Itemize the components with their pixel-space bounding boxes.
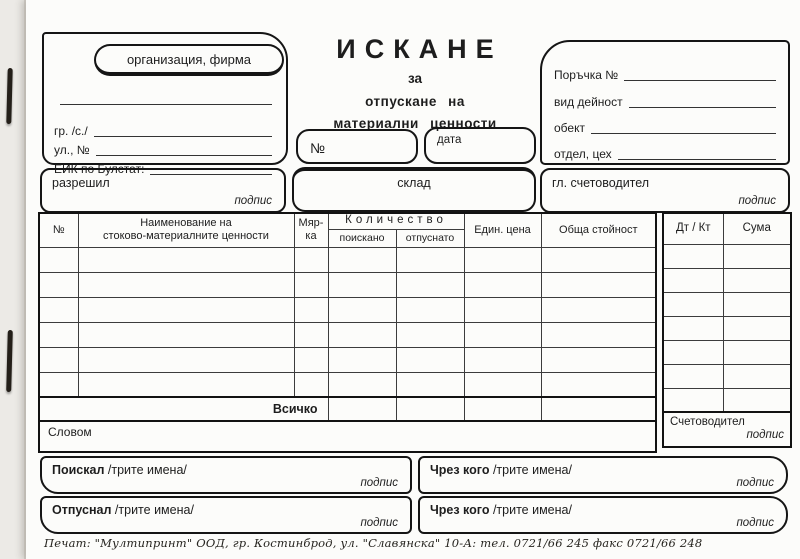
activity-label: вид дейност xyxy=(554,95,623,109)
street-label: ул., № xyxy=(54,143,90,157)
warehouse-box xyxy=(292,167,536,212)
site-field xyxy=(554,115,776,134)
released-by-label: Отпуснал xyxy=(52,503,112,517)
organization-name-line xyxy=(60,104,272,105)
date-box xyxy=(424,127,536,164)
order-number-label: Поръчка № xyxy=(554,68,619,82)
in-words-row xyxy=(39,421,656,452)
accountant-label: Счетоводител xyxy=(670,416,745,428)
accounts-row xyxy=(663,244,791,268)
order-number-field xyxy=(554,62,776,81)
through-whom-box-1 xyxy=(418,456,788,494)
released-by-box xyxy=(40,496,412,534)
accounts-row xyxy=(663,292,791,316)
title-sub-1: за xyxy=(407,71,423,86)
table-row xyxy=(39,372,656,397)
approved-by-signature-label: подпис xyxy=(234,195,272,207)
col-header-quantity: Количество xyxy=(328,213,464,229)
order-box xyxy=(540,40,790,165)
document-number-label: № xyxy=(310,140,326,156)
table-row xyxy=(39,347,656,372)
activity-field xyxy=(554,89,776,108)
title-sub-2: отпускане на xyxy=(365,93,465,109)
through-whom-label-2: Чрез кого xyxy=(430,503,490,517)
requested-by-signature-label: подпис xyxy=(360,477,398,489)
date-label: дата xyxy=(437,134,462,146)
activity-blank-line xyxy=(629,107,776,108)
col-header-requested: поискано xyxy=(328,229,396,247)
in-words-label: Словом xyxy=(39,421,656,452)
table-row xyxy=(39,297,656,322)
accounts-row xyxy=(663,316,791,340)
released-by-names-hint: /трите имена/ xyxy=(114,503,194,517)
organization-box xyxy=(42,32,288,176)
col-header-name-line2: стоково-материалните ценности xyxy=(103,230,269,243)
accounts-row xyxy=(663,268,791,292)
chief-accountant-signature-label: подпис xyxy=(738,195,776,207)
col-header-unit-line2: ка xyxy=(305,230,317,243)
accountant-signature-label: подпис xyxy=(746,429,784,441)
site-blank-line xyxy=(591,133,776,134)
site-label: обект xyxy=(554,121,585,135)
form-title xyxy=(293,36,537,131)
through-whom-box-2 xyxy=(418,496,788,534)
through-whom-names-hint-1: /трите имена/ xyxy=(492,463,572,477)
col-header-dt-kt: Дт / Кт xyxy=(663,213,723,244)
col-header-total-value: Обща стойност xyxy=(541,213,656,247)
department-field xyxy=(554,141,776,160)
department-label: отдел, цех xyxy=(554,147,612,161)
table-row xyxy=(39,272,656,297)
col-header-name-line1: Наименование на xyxy=(140,217,232,230)
eik-label: ЕИК по Булстат: xyxy=(54,162,145,176)
document-number-box xyxy=(296,129,418,164)
requested-by-names-hint: /трите имена/ xyxy=(107,463,187,477)
organization-pill-label: организация, фирма xyxy=(94,44,284,76)
accounts-table xyxy=(662,212,792,448)
col-header-name xyxy=(78,213,294,247)
total-label: Всичко xyxy=(39,397,328,421)
col-header-unit-line1: Мяр- xyxy=(298,217,324,230)
through-whom-label-1: Чрез кого xyxy=(430,463,490,477)
requested-by-label: Поискал xyxy=(52,463,105,477)
approved-by-box xyxy=(40,168,286,213)
paper-edge-line xyxy=(24,0,26,559)
col-header-unit-price: Един. цена xyxy=(464,213,541,247)
chief-accountant-label: гл. счетоводител xyxy=(552,176,650,190)
city-field xyxy=(54,118,272,137)
col-header-number: № xyxy=(39,213,78,247)
accounts-row xyxy=(663,388,791,412)
accounts-row xyxy=(663,340,791,364)
col-header-unit xyxy=(294,213,328,247)
approved-by-label: разрешил xyxy=(52,176,110,190)
total-row xyxy=(39,397,656,421)
accounts-row xyxy=(663,364,791,388)
table-row xyxy=(39,322,656,347)
street-field xyxy=(54,137,272,156)
title-sub-3: материални ценности xyxy=(333,116,497,131)
binding-mark-bottom xyxy=(6,330,13,392)
accountant-row xyxy=(663,412,791,447)
through-whom-names-hint-2: /трите имена/ xyxy=(492,503,572,517)
city-label: гр. /с./ xyxy=(54,124,88,138)
department-blank-line xyxy=(618,159,776,160)
items-table xyxy=(38,212,657,453)
order-number-blank-line xyxy=(624,80,776,81)
released-by-signature-label: подпис xyxy=(360,517,398,529)
col-header-released: отпуснато xyxy=(396,229,464,247)
title-main: ИСКАНЕ xyxy=(336,34,503,64)
printer-info: Печат: "Мултипринт" ООД, гр. Костинброд, ул. "Славянска" 10-А: тел. 0721/66 245 факс 0721/66 248 xyxy=(44,536,703,550)
through-whom-signature-label-2: подпис xyxy=(736,517,774,529)
col-header-sum: Сума xyxy=(723,213,791,244)
chief-accountant-box xyxy=(540,168,790,213)
through-whom-signature-label-1: подпис xyxy=(736,477,774,489)
binding-mark-top xyxy=(6,68,12,124)
requested-by-box xyxy=(40,456,412,494)
warehouse-label: склад xyxy=(397,176,431,190)
table-row xyxy=(39,247,656,272)
